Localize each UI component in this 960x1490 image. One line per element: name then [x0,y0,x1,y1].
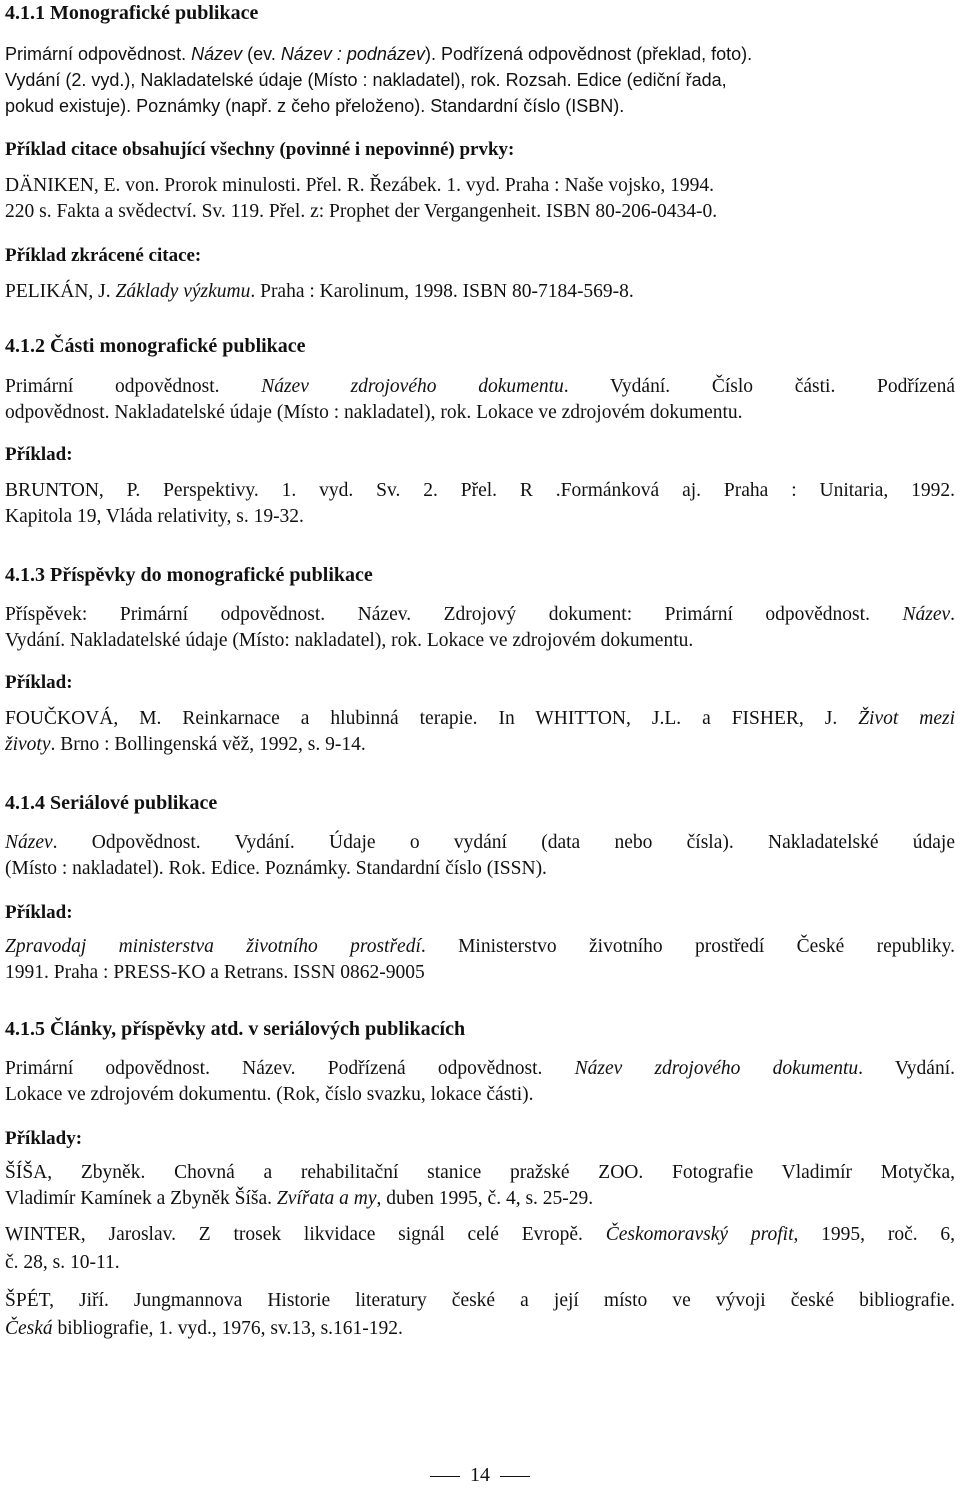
example-label: Příklad: [5,672,73,693]
citation-line: Česká bibliografie, 1. vyd., 1976, sv.13, s.161-192. [5,1318,403,1339]
citation-line: DÄNIKEN, E. von. Prorok minulosti. Přel. R. Řezábek. 1. vyd. Praha : Naše vojsko, 1994. [5,175,714,196]
citation-line: č. 28, s. 10-11. [5,1252,120,1273]
citation-line: 1991. Praha : PRESS-KO a Retrans. ISSN 0862-9005 [5,962,425,983]
paragraph-line: Název. Odpovědnost. Vydání. Údaje o vydání (data nebo čísla). Nakladatelské údaje [5,832,955,853]
paragraph-line: Primární odpovědnost. Název zdrojového dokumentu. Vydání. Číslo části. Podřízená [5,376,955,397]
paragraph-line: Primární odpovědnost. Název. Podřízená odpovědnost. Název zdrojového dokumentu. Vydání. [5,1058,955,1079]
citation-line: Zpravodaj ministerstva životního prostředí. Ministerstvo životního prostředí České republiky. [5,936,955,957]
example-label: Příklad: [5,444,73,465]
heading-4-1-2: 4.1.2 Části monografické publikace [5,335,306,357]
paragraph-line: Vydání. Nakladatelské údaje (Místo: nakladatel), rok. Lokace ve zdrojovém dokumentu. [5,630,694,651]
heading-4-1-4: 4.1.4 Seriálové publikace [5,792,218,814]
example-label: Příklad: [5,902,73,923]
example-label: Příklady: [5,1128,83,1149]
heading-4-1-3: 4.1.3 Příspěvky do monografické publikace [5,564,373,586]
example-label: Příklad citace obsahující všechny (povinné i nepovinné) prvky: [5,139,515,160]
footer-dash-left [430,1476,460,1477]
paragraph-line: Vydání (2. vyd.), Nakladatelské údaje (Místo : nakladatel), rok. Rozsah. Edice (ediční řada, [5,70,727,90]
example-label: Příklad zkrácené citace: [5,245,202,266]
paragraph-line: pokud existuje). Poznámky (např. z čeho přeloženo). Standardní číslo (ISBN). [5,96,625,116]
citation-line: životy. Brno : Bollingenská věž, 1992, s. 9-14. [5,734,366,755]
heading-4-1-5: 4.1.5 Články, příspěvky atd. v seriálových publikacích [5,1018,466,1040]
citation-line: FOUČKOVÁ, M. Reinkarnace a hlubinná terapie. In WHITTON, J.L. a FISHER, J. Život mezi [5,708,955,729]
heading-4-1-1: 4.1.1 Monografické publikace [5,2,259,24]
page-number: 14 [470,1464,490,1486]
citation-line: ŠPÉT, Jiří. Jungmannova Historie literatury české a její místo ve vývoji české bibliografie. [5,1290,955,1311]
paragraph-line: Příspěvek: Primární odpovědnost. Název. Zdrojový dokument: Primární odpovědnost. Název. [5,604,956,625]
page-footer [0,1464,960,1487]
citation-line: Kapitola 19, Vláda relativity, s. 19-32. [5,506,304,527]
paragraph-line: odpovědnost. Nakladatelské údaje (Místo : nakladatel), rok. Lokace ve zdrojovém dokumentu. [5,402,743,423]
citation-line: 220 s. Fakta a svědectví. Sv. 119. Přel. z: Prophet der Vergangenheit. ISBN 80-206-0434-0. [5,201,718,222]
paragraph-line: Primární odpovědnost. Název (ev. Název : podnázev). Podřízená odpovědnost (překlad, foto). [5,44,753,64]
paragraph-line: (Místo : nakladatel). Rok. Edice. Poznámky. Standardní číslo (ISSN). [5,858,547,879]
citation-line: ŠÍŠA, Zbyněk. Chovná a rehabilitační stanice pražské ZOO. Fotografie Vladimír Motyčka, [5,1162,955,1183]
citation-line: WINTER, Jaroslav. Z trosek likvidace signál celé Evropě. Českomoravský profit, 1995, roč. 6, [5,1224,956,1245]
citation-line: Vladimír Kamínek a Zbyněk Šíša. Zvířata a my, duben 1995, č. 4, s. 25-29. [5,1188,594,1209]
footer-dash-right [500,1476,530,1477]
paragraph-line: Lokace ve zdrojovém dokumentu. (Rok, číslo svazku, lokace části). [5,1084,534,1105]
citation-line: PELIKÁN, J. Základy výzkumu. Praha : Karolinum, 1998. ISBN 80-7184-569-8. [5,281,634,302]
citation-line: BRUNTON, P. Perspektivy. 1. vyd. Sv. 2. Přel. R .Formánková aj. Praha : Unitaria, 1992. [5,480,955,501]
